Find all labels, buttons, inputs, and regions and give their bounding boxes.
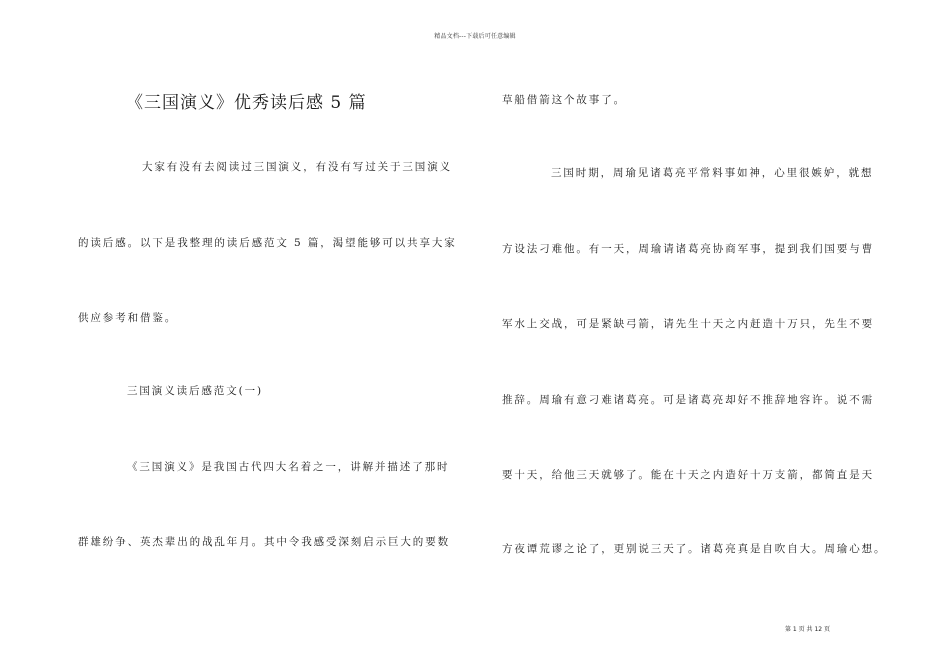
paragraph-line: 方设法刁难他。有一天，周瑜请诸葛亮协商军事，提到我们国要与曹 <box>502 243 874 255</box>
paragraph-line: 《三国演义》是我国古代四大名着之一，讲解并描述了那时 <box>127 461 450 473</box>
paragraph-line: 军水上交战，可是紧缺弓箭，请先生十天之内赶造十万只，先生不要 <box>502 318 874 330</box>
section-heading: 三国演义读后感范文(一) <box>127 385 263 397</box>
paragraph-line: 草船借箭这个故事了。 <box>502 94 626 106</box>
paragraph-line: 方夜谭荒谬之论了，更别说三天了。诸葛亮真是自吹自大。周瑜心想。 <box>502 543 887 555</box>
paragraph-line: 供应参考和借鉴。 <box>78 312 178 324</box>
document-title: 《三国演义》优秀读后感 5 篇 <box>126 93 367 113</box>
paragraph-line: 大家有没有去阅读过三国演义，有没有写过关于三国演义 <box>142 161 452 173</box>
paragraph-line: 推辞。周瑜有意刁难诸葛亮。可是诸葛亮却好不推辞地容许。说不需 <box>502 394 874 406</box>
page-number: 第 1 页 共 12 页 <box>785 626 830 633</box>
paragraph-line: 的读后感。以下是我整理的读后感范文 5 篇，渴望能够可以共享大家 <box>78 237 457 249</box>
paragraph-line: 要十天，给他三天就够了。能在十天之内造好十万支箭，都简直是天 <box>502 469 874 481</box>
paragraph-line: 群雄纷争、英杰辈出的战乱年月。其中令我感受深刻启示巨大的要数 <box>78 536 450 548</box>
paragraph-line: 三国时期，周瑜见诸葛亮平常料事如神，心里很嫉妒，就想 <box>551 167 874 179</box>
header-note: 精品文档---下载后可任意编辑 <box>434 33 516 40</box>
